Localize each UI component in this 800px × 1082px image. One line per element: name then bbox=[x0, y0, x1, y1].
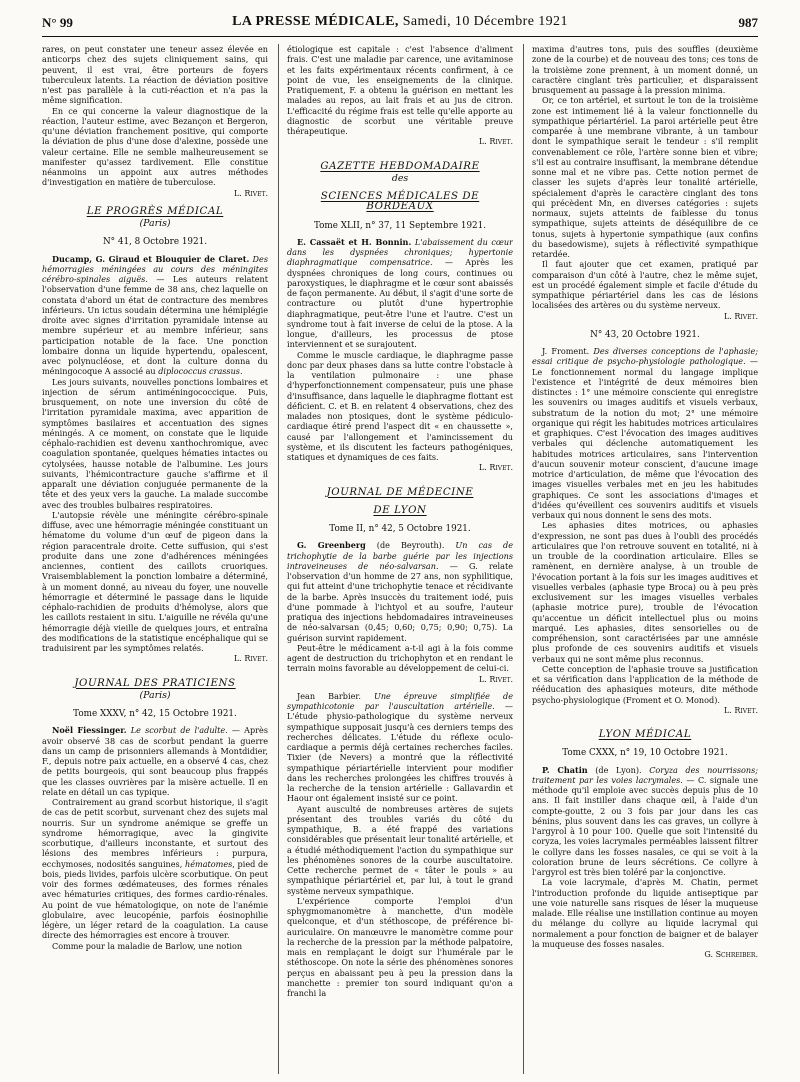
journal-city: (Paris) bbox=[139, 689, 171, 701]
article-text: — Les auteurs relatent l'observation d'une femme de 38 ans, chez laquelle on constata d'abord un état de contracture des membres inférieurs. Un ictus soudain détermina une hémiplégie droite avec signes d'irritation pyramidale intense au membre supérieur et au membre inférieur, sans participation notable de la face. Une ponction lombaire donna un liquide hypertendu, opalescent, avec polynucléose, et dont la culture donna du méningocoque A associé au bbox=[42, 274, 268, 377]
article-author: G. Greenberg bbox=[297, 540, 366, 551]
article-paragraph bbox=[42, 254, 268, 377]
paragraph: Peut-être le médicament a-t-il agi à la fois comme agent de destruction du trichophyton et en rendant le terrain moins favorable au développement de celui-ci. bbox=[287, 642, 513, 674]
paragraph: Les aphasies dites motrices, ou aphasies d'expression, ne sont pas dues à l'oubli des procédés articulaires que l'on retrouve souvent en totalité, ni à un trouble de la coordination articulaire. Elles se ramènent, en dernière analyse, à un trouble de l'évocation portant à la fois sur les images auditives et visuelles verbales (aphasie type Broca) ou à peu près exclusivement sur les images visuelles verbales (aphasie motrice pure), trouble de l'évocation qu'accentue un déficit intellectuel plus ou moins marqué. Les aphasies, dites sensorielles ou de compréhension, sont caractérisées par une amnésie plus profonde de ces souvenirs auditifs et visuels verbaux qui ne sont même plus reconnus. bbox=[532, 520, 758, 664]
column-right bbox=[532, 44, 758, 1074]
species-name: diplococcus crassus. bbox=[158, 366, 243, 377]
article-paragraph bbox=[532, 346, 758, 520]
signature: L. Rivet. bbox=[723, 705, 758, 715]
journal-issue: Tome CXXX, n° 19, 10 Octobre 1921. bbox=[562, 748, 728, 759]
article-paragraph bbox=[287, 237, 513, 350]
paragraph: rares, on peut constater une teneur assez élevée en anticorps chez des sujets cliniquement sains, qui peuvent, il est vrai, être porteurs de foyers tuberculeux latents. La réaction de déviation positive n'est pas parallèle à la cuti-réaction et n'a pas la même signification. bbox=[42, 44, 268, 106]
article-author: Noël Fiessinger. bbox=[52, 725, 127, 736]
article-title: Des hémorragies méningées au cours des méningites cérébro-spinales aiguës. bbox=[42, 253, 268, 284]
article-paragraph bbox=[287, 540, 513, 643]
journal-issue: N° 43, 20 Octobre 1921. bbox=[590, 329, 700, 340]
emphasized-term: hématomes bbox=[185, 858, 233, 869]
journal-title: JOURNAL DE MÉDECINE bbox=[326, 486, 474, 498]
paragraph: La voie lacrymale, d'après M. Chatin, permet l'introduction profonde du liquide antiseptique par une voie naturelle sans risques de léser la muqueuse malade. Elle réalise une instillation continue au moyen du mélange du collyre au liquide lacrymal qui normalement a pour fonction de baigner et de balayer la muqueuse des fosses nasales. bbox=[532, 877, 758, 949]
article-title: L'abaissement du cœur dans les dyspnées chroniques; hypertonie diaphragmatique compensatrice. bbox=[287, 236, 513, 268]
journal-title: LYON MÉDICAL bbox=[598, 729, 692, 740]
journal-issue: Tome II, n° 42, 5 Octobre 1921. bbox=[329, 524, 471, 534]
column-left bbox=[42, 44, 268, 1074]
article-paragraph bbox=[42, 725, 268, 797]
article-title: Un cas de trichophytie de la barbe guérie par les injections intraveineuses de néo-salvarsan. bbox=[287, 540, 513, 571]
article-author: P. Chatin bbox=[542, 764, 588, 775]
journal-name: LA PRESSE MÉDICALE, bbox=[232, 14, 399, 29]
page-number: 987 bbox=[738, 15, 758, 30]
paragraph: L'autopsie révèle une méningite cérébro-spinale diffuse, avec une hémorragie méningée constituant un hématome du volume d'un œuf de pigeon dans la région paracentrale droite. Cette suffusion, qui s'est produite dans une zone d'adhérences méningées anciennes, contient des caillots cruoriques. Vraisemblablement la ponction lombaire a déterminé, à un moment donné, au niveau du foyer, une nouvelle hémorragie et déterminé le passage dans le liquide céphalo-rachidien de produits d'hémolyse, alors que les caillots restaient in situ. L'aiguille ne révéla qu'une hémorragie déjà vieille de quelques jours, et entraîna des modifications de la statistique encéphalique qui se traduisirent par les symptômes relatés. bbox=[42, 509, 268, 653]
signature: L. Rivet. bbox=[723, 311, 758, 321]
article-title: Des diverses conceptions de l'aphasie; essai critique de psycho-physiologie pathologique. bbox=[532, 346, 758, 367]
signature: L. Rivet. bbox=[233, 188, 268, 198]
paragraph: En ce qui concerne la valeur diagnostique de la réaction, l'auteur estime, avec Bezançon et Bergeron, qu'une déviation franchement positive, qui comporte la déviation de plus d'une dose d'alexine, possède une valeur certaine. Elle ne semble malheureusement se manifester qu'assez tardivement. Elle constitue néanmoins un appoint aux autres méthodes d'investigation en matière de tuberculose. bbox=[42, 105, 268, 188]
paragraph: L'expérience comporte l'emploi d'un sphygmomanomètre à manchette, d'un modèle quelconque, et d'un stéthoscope, de préférence bi-auriculaire. On manœuvre le manomètre comme pour la recherche de la pression par la méthode palpatoire, mais en remplaçant le doigt sur l'humérale par le stéthoscope. On note la série des phénomènes sonores perçus en abaissant peu à peu la pression dans la manchette : premier ton sourd indiquant qu'on a franchi la bbox=[287, 895, 513, 998]
journal-issue: Tome XXXV, n° 42, 15 Octobre 1921. bbox=[73, 709, 237, 719]
article-paragraph bbox=[42, 797, 268, 941]
column-middle bbox=[287, 44, 513, 1074]
journal-title-connector: des bbox=[391, 172, 409, 184]
article-author: J. Froment. bbox=[542, 346, 590, 356]
signature: L. Rivet. bbox=[233, 654, 268, 664]
journal-title: LE PROGRÈS MÉDICAL bbox=[86, 205, 224, 217]
paragraph: Comme pour la maladie de Barlow, une notion bbox=[52, 940, 243, 951]
issue-number: N° 99 bbox=[42, 15, 73, 30]
paragraph: Comme le muscle cardiaque, le diaphragme passe donc par deux phases dans sa lutte contre l'obstacle à la ventilation pulmonaire : une phase d'hyperfonctionnement compensateur, puis une phase d'insuffisance, dans laquelle le diaphragme flottant est déficient. C. et B. en relatent 4 observations, chez des malades non ptosiques, dont le système pédiculo-cardiaque étiré prend l'aspect dit « en chaussette », causé par l'allongement et l'amincissement du système, et ils discutent les facteurs pathogéniques, statiques et dynamiques de ces faits. bbox=[287, 349, 513, 462]
journal-city: (Paris) bbox=[139, 218, 171, 229]
paragraph: Cette conception de l'aphasie trouve sa justification et sa vérification dans l'application de la méthode de rééducation des aphasiques moteurs, dite méthode psycho-physiologique (Froment et O. Monod). bbox=[532, 663, 758, 705]
article-author: Jean Barbier. bbox=[297, 690, 361, 701]
paragraph: Les jours suivants, nouvelles ponctions lombaires et injection de sérum antiméningococcique. Puis, brusquement, on note une inversion du côté de l'irritation pyramidale maxima, avec apparition de symptômes basilaires et accentuation des signes méningés. A ce moment, on constate que le liquide céphalo-rachidien est devenu xanthochromique, avec coagulation spontanée, quelques hématies intactes ou cytolysées, hausse notable de l'albumine. Les jours suivants, l'hémicontracture gauche s'affirme et il apparaît une déviation conjuguée permanente de la tête et des yeux vers la gauche. La malade succombe avec des troubles bulbaires respiratoires. bbox=[42, 376, 268, 510]
paragraph: maxima d'autres tons, puis des souffles (deuxième zone de la courbe) et de nouveau des tons; ces tons de la troisième zone prennent, à un moment donné, un caractère cinglant très particulier, et disparaissent brusquement au passage à la pression minima. bbox=[532, 44, 758, 95]
article-text: Contrairement au grand scorbut historique, il s'agit de cas de petit scorbut, survenant chez des sujets mal nourris. Sur un syndrome anémique se greffe un syndrome hémorragique, avec la gingivite scorbutique, d'ailleurs inconstante, et surtout des lésions des membres inférieurs : purpura, ecchymoses, nodosités sanguines, bbox=[42, 797, 268, 869]
author-location: (de Beyrouth). bbox=[365, 540, 445, 551]
running-title bbox=[42, 14, 758, 30]
journal-title: DE LYON bbox=[373, 504, 427, 516]
signature: L. Rivet. bbox=[478, 137, 513, 147]
author-location: (de Lyon). bbox=[587, 764, 642, 775]
article-author: E. Cassaët et H. Bonnin. bbox=[297, 236, 412, 247]
column-rule bbox=[523, 44, 524, 1074]
signature: L. Rivet. bbox=[478, 674, 513, 684]
paragraph: étiologique est capitale : c'est l'absence d'aliment frais. C'est une maladie par carence, une avitaminose et les faits expérimentaux récents confirment, à ce point de vue, les enseignements de la clinique. Pratiquement, F. a obtenu la guérison en mettant les malades au repos, au lait frais et au jus de citron. L'efficacité du régime frais est telle qu'elle apporte au diagnostic de scorbut une véritable preuve thérapeutique. bbox=[287, 44, 513, 136]
paragraph: Ayant ausculté de nombreuses artères de sujets présentant des troubles variés du côté du sympathique, B. a été frappé des variations considérables que présentait leur tonalité artérielle, et a étudié méthodiquement l'action du sympathique sur les phénomènes sonores de la courbe auscultatoire. Cette recherche permet de « tâter le pouls » au sympathique périartériel et, par lui, à tout le grand système nerveux sympathique. bbox=[287, 803, 513, 896]
article-paragraph bbox=[532, 765, 758, 878]
article-title: Le scorbut de l'adulte. bbox=[126, 725, 228, 736]
column-rule bbox=[278, 44, 279, 1074]
journal-title: GAZETTE HEBDOMADAIRE bbox=[320, 160, 480, 172]
article-text: — Le fonctionnement normal du langage implique l'existence et l'intégrité de deux mémoires bien distinctes : 1° une mémoire consciente qui enregistre les souvenirs ou images auditifs et visuels verbaux, substratum de la notion du mot; 2° une mémoire organique qui régit les habitudes motrices articulaires et graphiques. C'est l'évocation des images auditives verbales qui déclenche automatiquement les habitudes motrices articulaires, sans l'intervention d'aucun souvenir moteur conscient, d'aucune image motrice d'articulation, de même que l'évocation des images visuelles verbales met en jeu les habitudes graphiques. Ce sont les associations d'images et d'idées qu'éveillent ces souvenirs auditifs et visuels verbaux qui nous donnent le sens des mots. bbox=[532, 356, 758, 520]
article-text: , pied de bois, pieds livides, parfois ulcère scorbutique. On peut voir des formes œdémateuses, des formes rénales avec hématuries critiques, des formes cardio-rénales. Au point de vue hématologique, on note de l'anémie globulaire, avec leucopénie, parfois éosinophilie légère, un léger retard de la coagulation. La cause directe des hémorragies est encore à trouver. bbox=[42, 858, 268, 941]
article-text: — L'étude physio-pathologique du système nerveux sympathique supposait jusqu'à ces derniers temps des recherches délicates. L'étude du réflexe oculo-cardiaque a permis déjà certaines recherches faciles. Tixier (de Nevers) a montré que la réflectivité sympathique périartérielle intervient pour modifier dans les recherches prolongées les chiffres trouvés à la recherche de la tension artérielle : Gallavardin et Haour ont également insisté sur ce point. bbox=[287, 701, 513, 804]
article-title: Une épreuve simplifiée de sympathicotonie par l'auscultation artérielle. bbox=[287, 690, 513, 711]
issue-date: Samedi, 10 Décembre 1921 bbox=[398, 14, 568, 29]
signature: G. Schreiber. bbox=[704, 950, 758, 959]
journal-issue: Tome XLII, n° 37, 11 Septembre 1921. bbox=[313, 220, 487, 231]
article-title: Coryza des nourrissons; traitement par les voies lacrymales. bbox=[532, 764, 758, 785]
journal-issue: N° 41, 8 Octobre 1921. bbox=[102, 237, 208, 248]
article-text: — C. signale une méthode qu'il emploie avec succès depuis plus de 10 ans. Il fait instiller dans chaque œil, à l'aide d'un compte-goutte, 2 ou 3 fois par jour dans les cas bénins, plus souvent dans les cas graves, un collyre à l'argyrol à 10 pour 100. Quelle que soit l'intensité du coryza, les voies lacrymales perméables laissent filtrer le collyre dans les fosses nasales, ce qui se voit à la coloration brune de leurs sécrétions. Ce collyre à l'argyrol est très bien toléré par la conjonctive. bbox=[532, 774, 758, 877]
paragraph: Il faut ajouter que cet examen, pratiqué par comparaison d'un côté à l'autre, chez le même sujet, est un procédé également simple et facile d'étude du sympathique périartériel dans les cas de lésions localisées des artères ou du système nerveux. bbox=[532, 259, 758, 311]
article-author: Ducamp, G. Giraud et Blouquier de Claret. bbox=[52, 253, 250, 264]
article-text: — Après avoir observé 38 cas de scorbut pendant la guerre dans un camp de prisonniers allemands à Montdidier, F., depuis notre paix actuelle, en a observé 4 cas, chez de petits bourgeois, qui sont beaucoup plus frappés que les classes ouvrières par la misère actuelle. Il en relate en détail un cas typique. bbox=[42, 725, 268, 797]
journal-title: JOURNAL DES PRATICIENS bbox=[74, 677, 236, 689]
article-text: — G. relate l'observation d'un homme de 27 ans, non syphilitique, qui fut atteint d'une trichophytie tenace et récidivante de la barbe. Après insuccès du traitement iodé, puis d'une pommade à l'ichtyol et au soufre, l'auteur pratiqua des injections hebdomadaires intraveineuses de néo-salvarsan (0,45; 0,60; 0,75; 0,90; 0,75). La guérison survint rapidement. bbox=[287, 560, 513, 643]
paragraph: Or, ce ton artériel, et surtout le ton de la troisième zone est intimement lié à la valeur fonctionnelle du sympathique périartériel. La paroi artérielle peut être comparée à une membrane vibrante, à un tambour dont le sympathique serait le tendeur : s'il remplit convenablement ce rôle, l'artère sonne bien et vibre; s'il est au contraire insuffisant, la membrane détendue sonne mal et ne vibre pas. Cette notion permet de classer les sujets d'après leur tonalité artérielle, spécialement d'après le caractère cinglant des tons qui précèdent Mn, en diverses catégories : sujets normaux, sujets atteints de faiblesse du tonus sympathique, sujets atteints de déséquilibre de ce tonus, sujets à hypertonie sympathique (aux confins du basedowisme), sujets à réflectivité sympathique retardée. bbox=[532, 95, 758, 259]
article-text: — Après les dyspnées chroniques de long cours, continues ou paroxystiques, le diaphragme et le cœur sont abaissés de façon permanente. Au début, il s'agit d'une sorte de contracture ou plutôt d'une hypertrophie diaphragmatique, peut-être l'une et l'autre. C'est un syndrome tout à fait inverse de celui de la ptose. A la longue, d'ailleurs, les processus de ptose interviennent et se surajoutent. bbox=[287, 257, 513, 350]
page-header bbox=[42, 12, 758, 37]
article-paragraph bbox=[287, 691, 513, 804]
signature: L. Rivet. bbox=[478, 463, 513, 473]
journal-title: SCIENCES MÉDICALES DE BORDEAUX bbox=[320, 191, 480, 213]
